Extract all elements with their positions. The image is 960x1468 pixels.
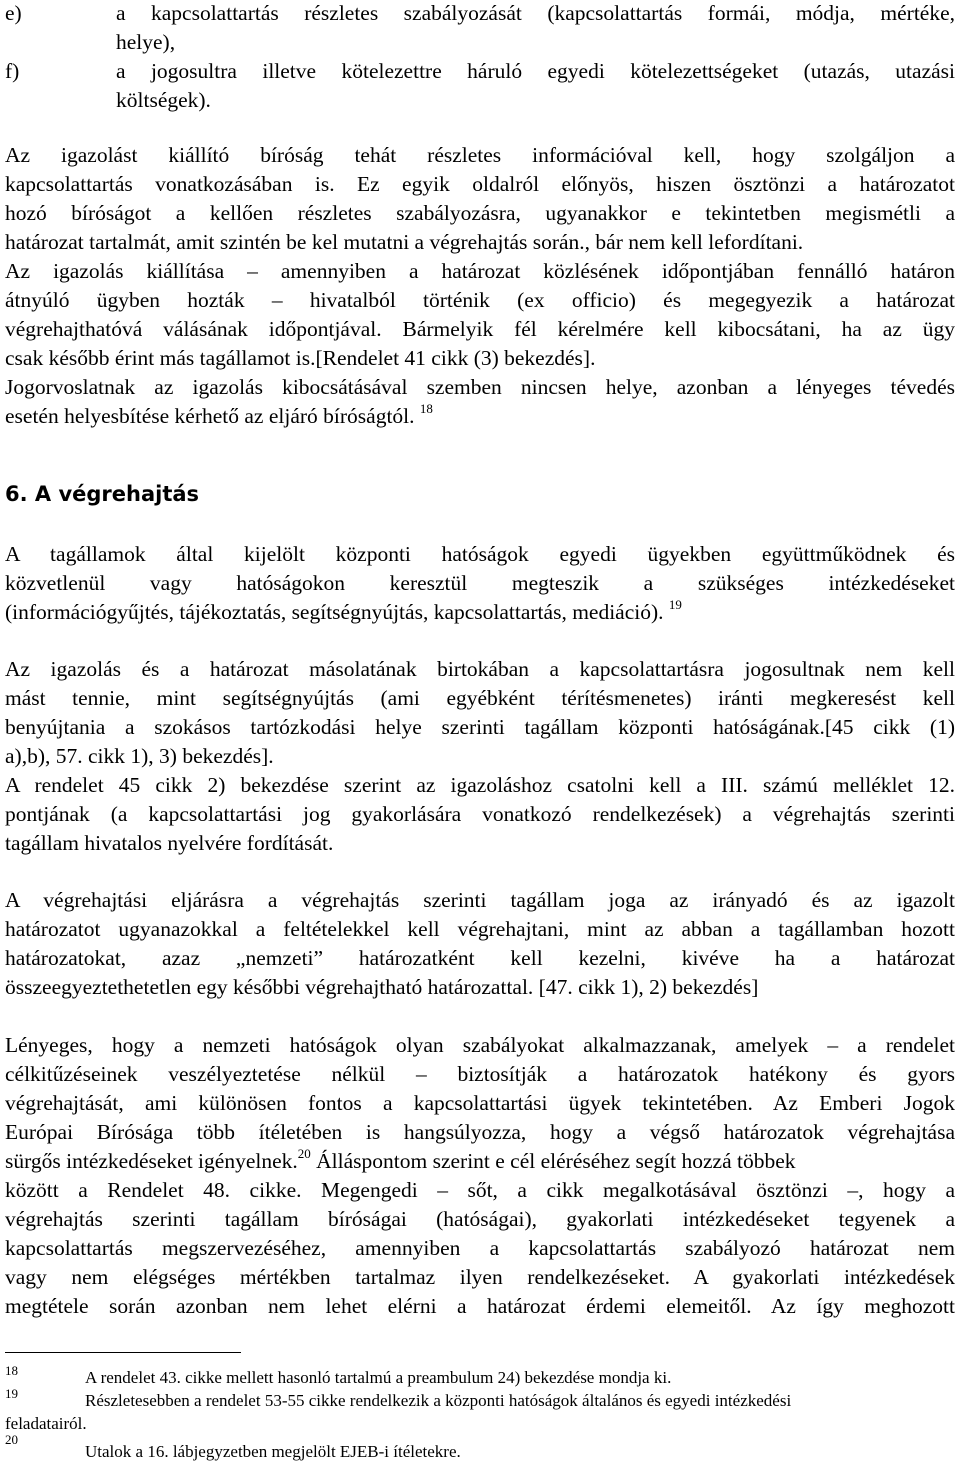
- footnote-text: Részletesebben a rendelet 53-55 cikke rendelkezik a központi hatóságok általános és egyedi intézkedési: [85, 1391, 792, 1410]
- paragraph-1-line: határozat tartalmát, amit szintén be kel mutatni a végrehajtás során., bár nem kell lefordítani.: [5, 230, 804, 254]
- paragraph-1-line: Jogorvoslatnak az igazolás kibocsátásával szemben nincsen helye, azonban a lényeges tévedés: [5, 375, 955, 399]
- paragraph-5-line: vagy nem elégséges mértékben tartalmaz ilyen rendelkezéseket. A gyakorlati intézkedések: [5, 1265, 955, 1289]
- paragraph-4-line: A végrehajtási eljárásra a végrehajtás szerinti tagállam joga az irányadó és az igazolt: [5, 888, 955, 912]
- list-item-f-line-1: a jogosultra illetve kötelezettre háruló egyedi kötelezettségeket (utazás, utazási: [116, 59, 955, 83]
- footnote-separator: [5, 1352, 241, 1353]
- paragraph-3-line: mást tennie, mint segítségnyújtás (ami egyébként térítésmenetes) iránti megkeresést kell: [5, 686, 955, 710]
- paragraph-1-line: Az igazolás kiállítása – amennyiben a határozat közlésének időpontjában fennálló határon: [5, 259, 955, 283]
- list-label-e: e): [5, 1, 22, 25]
- paragraph-1-line: végrehajthatóvá válásának időpontjával. Bármelyik fél kérelmére kell kibocsátani, ha az ügy: [5, 317, 955, 341]
- list-item-f-line-2: költségek).: [116, 88, 211, 112]
- list-label-f: f): [5, 59, 20, 83]
- paragraph-5-line: Európai Bírósága több ítéletében is hangsúlyozza, hogy a végső határozatok végrehajtása: [5, 1120, 955, 1144]
- paragraph-5-line: végrehajtását, ami különösen fontos a kapcsolattartási ügyek tekintetében. Az Emberi Jogok: [5, 1091, 955, 1115]
- footnote-ref-19[interactable]: 19: [668, 596, 682, 612]
- section-heading: 6. A végrehajtás: [5, 482, 200, 506]
- paragraph-5-line: kapcsolattartás megszervezéséhez, amennyiben a kapcsolattartás szabályozó határozat nem: [5, 1236, 955, 1260]
- paragraph-1-line: Az igazolást kiállító bíróság tehát részletes információval kell, hogy szolgáljon a: [5, 143, 955, 167]
- paragraph-5-line: Lényeges, hogy a nemzeti hatóságok olyan szabályokat alkalmazzanak, amelyek – a rendelet: [5, 1033, 955, 1057]
- paragraph-5-line: végrehajtás szerinti tagállam bíróságai (hatóságai), gyakorlati intézkedéseket tegyenek a: [5, 1207, 955, 1231]
- paragraph-2-line: A tagállamok által kijelölt központi hatóságok egyedi ügyekben együttműködnek és: [5, 542, 955, 566]
- list-item-e-line-1: a kapcsolattartás részletes szabályozását (kapcsolattartás formái, módja, mértéke,: [116, 1, 955, 25]
- paragraph-1-text: esetén helyesbítése kérhető az eljáró bíróságtól.: [5, 404, 415, 428]
- footnote-text-continued: feladatairól.: [5, 1414, 87, 1433]
- footnote-number: 19: [5, 1386, 18, 1401]
- paragraph-3-line: tagállam hivatalos nyelvére fordítását.: [5, 831, 334, 855]
- footnote-ref-20[interactable]: 20: [297, 1145, 311, 1161]
- paragraph-3-line: Az igazolás és a határozat másolatának birtokában a kapcsolattartásra jogosultnak nem kell: [5, 657, 955, 681]
- paragraph-5-text: sürgős intézkedéseket igényelnek.: [5, 1149, 298, 1173]
- footnote-text: A rendelet 43. cikke mellett hasonló tartalmú a preambulum 24) bekezdése mondja ki.: [85, 1368, 672, 1387]
- paragraph-3-line: pontjának (a kapcsolattartási jog gyakorlására vonatkozó rendelkezések) a végrehajtás szerinti: [5, 802, 955, 826]
- footnote-number: 20: [5, 1432, 18, 1447]
- paragraph-1-last-line: [5, 402, 433, 431]
- paragraph-1-line: kapcsolattartás vonatkozásában is. Ez egyik oldalról előnyös, hiszen ösztönzi a határozatot: [5, 172, 955, 196]
- paragraph-5-line-with-footnote: [5, 1147, 955, 1176]
- paragraph-1-line: csak később érint más tagállamot is.[Rendelet 41 cikk (3) bekezdés].: [5, 346, 596, 370]
- footnote-ref-18[interactable]: 18: [419, 400, 433, 416]
- paragraph-4-line: határozatot ugyanazokkal a feltételekkel kell végrehajtani, mint az abban a tagállamban hozott: [5, 917, 955, 941]
- list-item-e-line-2: helye),: [116, 30, 176, 54]
- paragraph-2-text: (információgyűjtés, tájékoztatás, segítségnyújtás, kapcsolattartás, mediáció).: [5, 600, 664, 624]
- paragraph-4-line: összeegyeztethetetlen egy későbbi végrehajtható határozattal. [47. cikk 1), 2) bekezdés]: [5, 975, 759, 999]
- paragraph-5-line: megtétele során azonban nem lehet elérni a határozat érdemi elemeitől. Az így meghozott: [5, 1294, 955, 1318]
- paragraph-2-last-line: [5, 598, 682, 627]
- paragraph-5-line: célkitűzéseinek veszélyeztetése nélkül – biztosítják a határozatok hatékony és gyors: [5, 1062, 955, 1086]
- footnote-number: 18: [5, 1363, 18, 1378]
- paragraph-3-line: a),b), 57. cikk 1), 3) bekezdés].: [5, 744, 274, 768]
- paragraph-1-line: hozó bíróságot a kellően részletes szabályozásra, ugyanakkor e tekintetben megismétli a: [5, 201, 955, 225]
- paragraph-3-line: benyújtania a szokásos tartózkodási helye szerinti tagállam központi hatóságának.[45 cikk (1): [5, 715, 955, 739]
- paragraph-3-line: A rendelet 45 cikk 2) bekezdése szerint az igazoláshoz csatolni kell a III. számú melléklet 12.: [5, 773, 955, 797]
- paragraph-1-line: átnyúló ügyben hozták – hivatalból történik (ex officio) és megegyezik a határozat: [5, 288, 955, 312]
- paragraph-4-line: határozatokat, azaz „nemzeti” határozatként kell kezelni, kivéve ha a határozat: [5, 946, 955, 970]
- paragraph-2-line: közvetlenül vagy hatóságokon keresztül megteszik a szükséges intézkedéseket: [5, 571, 955, 595]
- paragraph-5-text: Álláspontom szerint e cél eléréséhez segít hozzá többek: [310, 1149, 796, 1173]
- footnote-text: Utalok a 16. lábjegyzetben megjelölt EJEB-i ítéletekre.: [85, 1442, 461, 1461]
- paragraph-5-line: között a Rendelet 48. cikke. Megengedi – sőt, a cikk megalkotásával ösztönzi –, hogy a: [5, 1178, 955, 1202]
